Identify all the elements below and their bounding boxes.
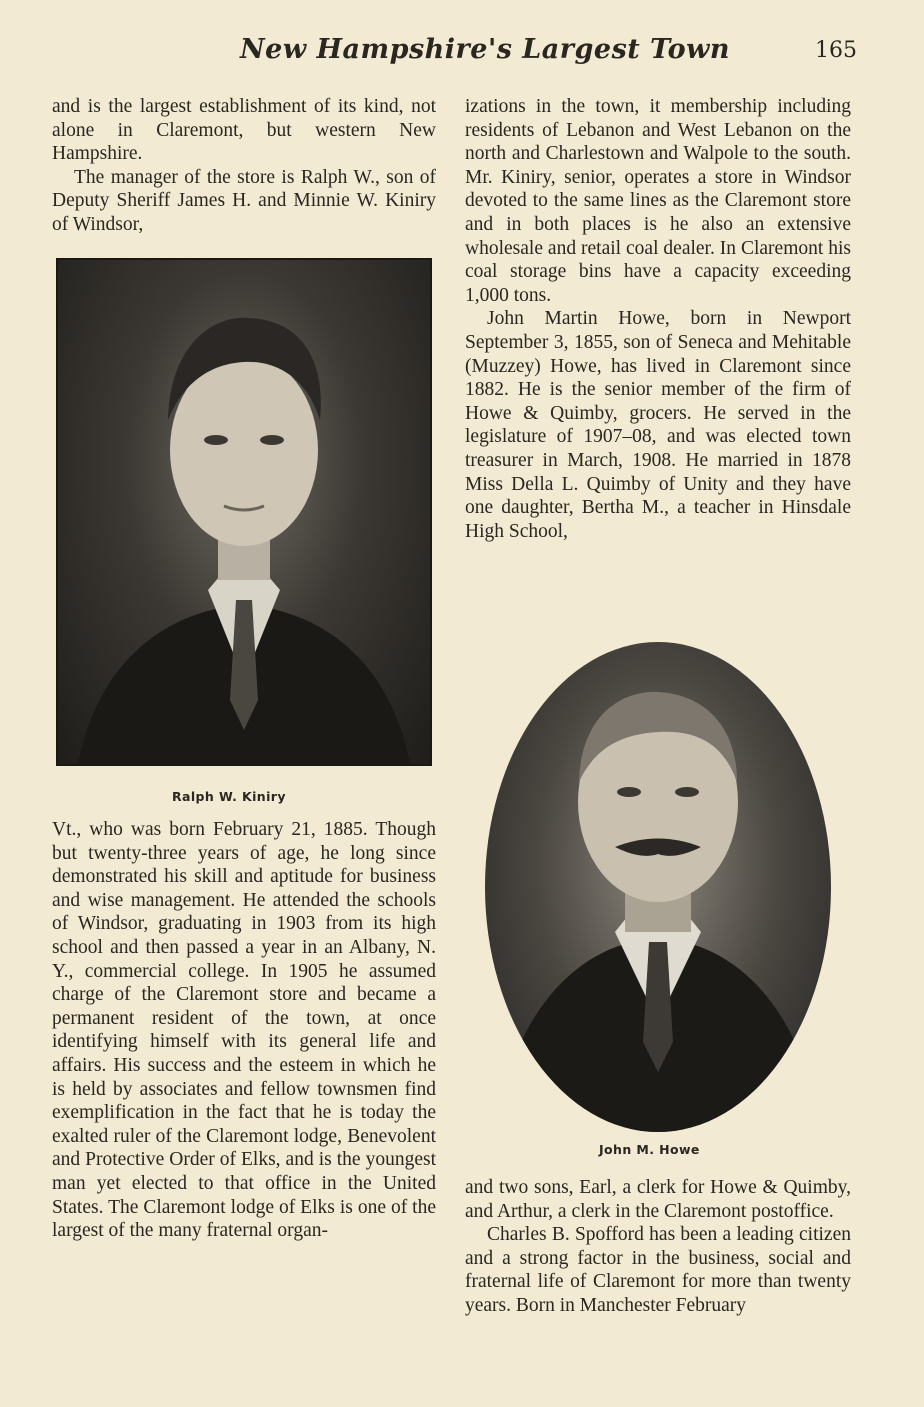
paragraph: The manager of the store is Ralph W., son of Deputy Sheriff James H. and Minnie W. Kiniry of Windsor, [52, 166, 436, 235]
paragraph: and two sons, Earl, a clerk for Howe & Quimby, and Arthur, a clerk in the Claremont postoffice. [465, 1177, 851, 1222]
portrait-photo-kiniry [56, 258, 432, 766]
paragraph: izations in the town, it membership including residents of Lebanon and West Lebanon on the north and Charlestown and Walpole to the south. Mr. Kiniry, senior, operates a store in Windsor devoted to the same lines as the Claremont store and in both places is he also an extensive wholesale and retail coal dealer. In Claremont his coal storage bins have a capacity exceeding 1,000 tons. [465, 96, 851, 306]
right-column-bottom-text [465, 1176, 851, 1318]
paragraph: and is the largest establishment of its kind, not alone in Claremont, but western New Hampshire. [52, 96, 436, 165]
left-column-bottom-text [52, 818, 436, 1243]
paragraph: Vt., who was born February 21, 1885. Though but twenty-three years of age, he long since demonstrated his skill and aptitude for business and wise management. He attended the schools of Windsor, graduating in 1903 from its high school and then passed a year in an Albany, N. Y., commercial college. In 1905 he assumed charge of the Claremont store and became a permanent resident of the town, at once identifying himself with its general life and affairs. His success and the esteem in which he is held by associates and fellow townsmen find exemplification in the fact that he is today the exalted ruler of the Claremont lodge, Benevolent and Protective Order of Elks, and is the youngest man yet elected to that office in the United States. The Claremont lodge of Elks is one of the largest of the many fraternal organ- [52, 819, 436, 1242]
left-column-top-text [52, 95, 436, 237]
right-column-top-text [465, 95, 851, 543]
portrait-photo-howe [485, 642, 831, 1132]
running-title: New Hampshire's Largest Town [240, 34, 731, 65]
portrait-illustration [58, 260, 430, 764]
page-number: 165 [815, 38, 857, 63]
photo-caption: John M. Howe [599, 1142, 700, 1157]
photo-caption: Ralph W. Kiniry [172, 789, 286, 804]
paragraph: John Martin Howe, born in Newport September 3, 1855, son of Seneca and Mehitable (Muzzey) Howe, has lived in Claremont since 1882. He is the senior member of the firm of Howe & Quimby, grocers. He served in the legislature of 1907–08, and was elected town treasurer in March, 1908. He married in 1878 Miss Della L. Quimby of Unity and they have one daughter, Bertha M., a teacher in Hinsdale High School, [465, 308, 851, 542]
portrait-illustration [485, 642, 831, 1132]
paragraph: Charles B. Spofford has been a leading citizen and a strong factor in the business, social and fraternal life of Claremont for more than twenty years. Born in Manchester February [465, 1224, 851, 1316]
